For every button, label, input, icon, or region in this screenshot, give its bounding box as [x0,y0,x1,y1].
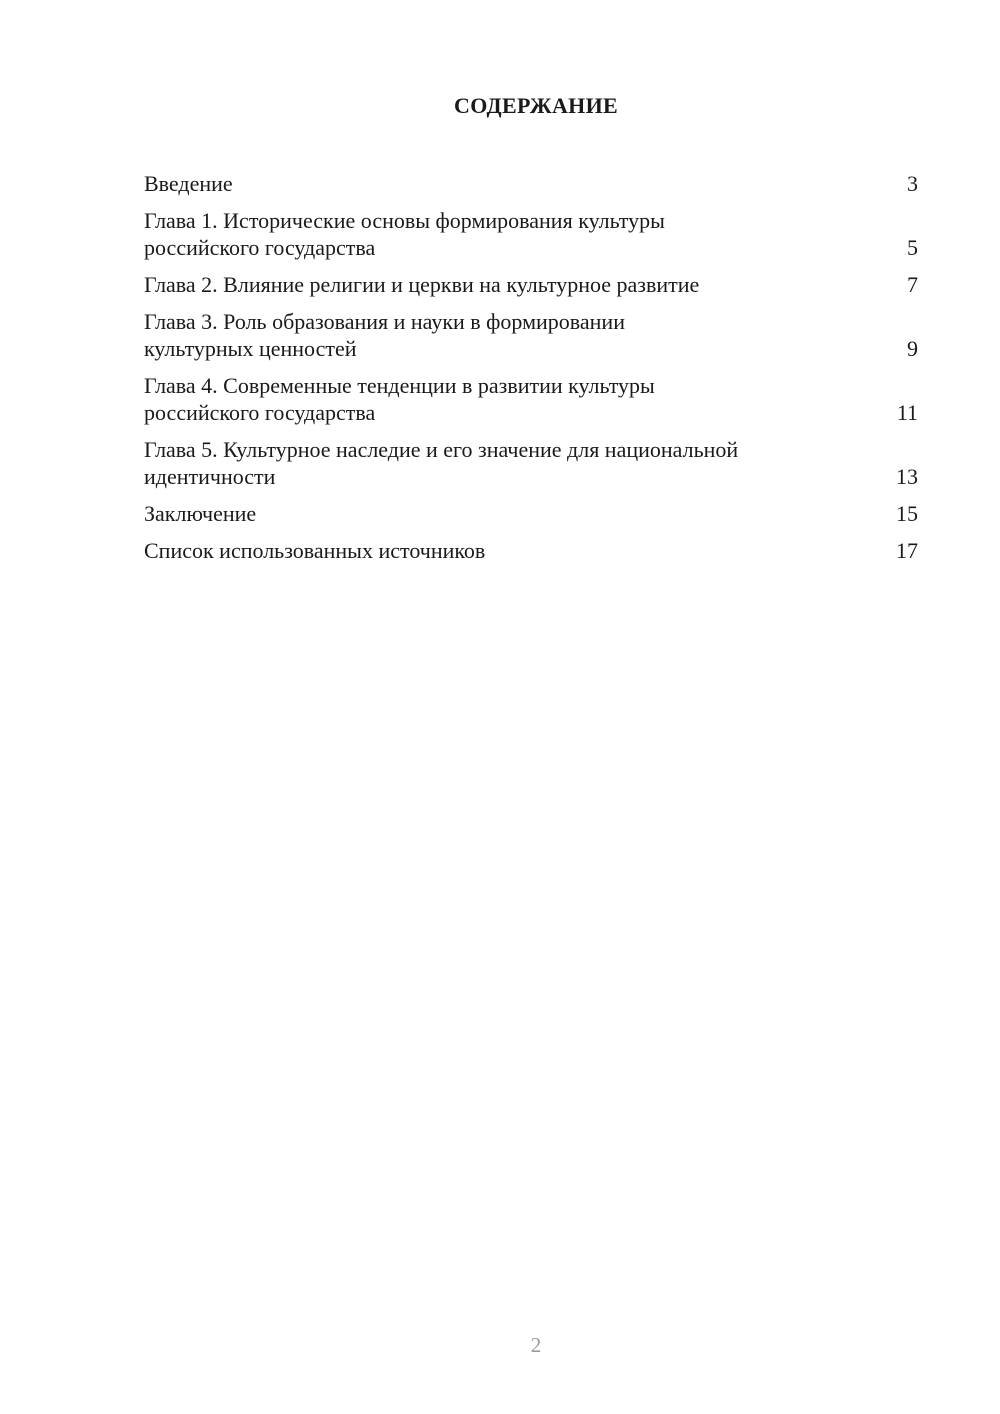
table-of-contents [144,170,918,574]
toc-entry-label: Глава 1. Исторические основы формирования культуры российского государства [144,208,665,260]
toc-entry-page: 7 [907,272,918,297]
toc-entry-page: 5 [907,235,918,260]
page-number: 2 [530,1333,542,1357]
toc-entry-label: Введение [144,171,233,196]
toc-entry-chapter-1[interactable] [144,207,918,261]
toc-entry-references[interactable] [144,537,918,564]
toc-entry-page: 11 [896,400,918,425]
toc-entry-page: 15 [896,501,918,526]
toc-entry-chapter-2[interactable] [144,271,918,298]
toc-entry-label: Заключение [144,501,257,526]
toc-entry-conclusion[interactable] [144,500,918,527]
toc-entry-label: Глава 3. Роль образования и науки в формировании культурных ценностей [144,309,625,361]
toc-entry-chapter-3[interactable] [144,308,918,362]
toc-entry-label: Глава 2. Влияние религии и церкви на культурное развитие [144,272,700,297]
toc-entry-chapter-4[interactable] [144,372,918,426]
toc-entry-introduction[interactable] [144,170,918,197]
toc-entry-label: Глава 5. Культурное наследие и его значение для национальной идентичности [144,437,739,489]
page-title: СОДЕРЖАНИЕ [454,93,618,118]
toc-entry-label: Глава 4. Современные тенденции в развитии культуры российского государства [144,373,655,425]
toc-entry-page: 9 [907,336,918,361]
toc-entry-page: 17 [896,538,918,563]
toc-entry-label: Список использованных источников [144,538,486,563]
toc-entry-page: 13 [896,464,918,489]
toc-entry-page: 3 [907,171,918,196]
toc-entry-chapter-5[interactable] [144,436,918,490]
